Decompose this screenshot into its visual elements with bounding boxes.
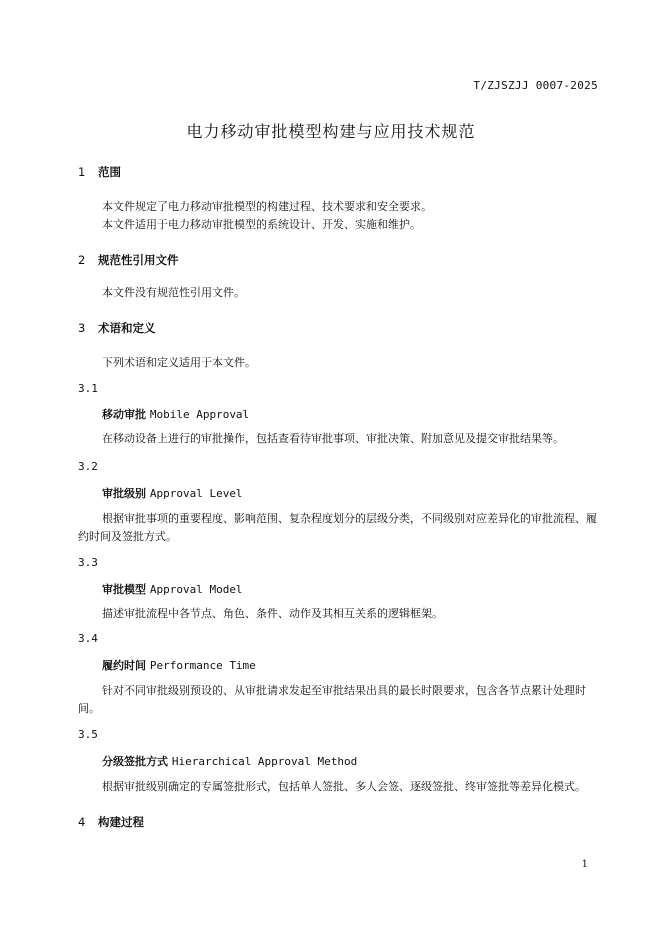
term-zh: 审批模型: [102, 583, 146, 596]
term-en: Approval Model: [149, 583, 243, 596]
term-3-5-number: 3.5: [78, 728, 98, 741]
section-2-body: [78, 284, 600, 302]
term-zh: 履约时间: [102, 659, 146, 672]
term-en: Performance Time: [149, 659, 256, 672]
term-3-4-definition: [78, 682, 600, 718]
definition: 根据审批事项的重要程度、影响范围、复杂程度划分的层级分类，不同级别对应差异化的审批流程、履约时间及签批方式。: [78, 512, 597, 543]
section-number: 4: [78, 815, 86, 829]
section-number: 1: [78, 165, 86, 179]
term-en: Mobile Approval: [149, 408, 250, 421]
definition: 描述审批流程中各节点、角色、条件、动作及其相互关系的逻辑框架。: [102, 607, 443, 620]
section-4-heading: [78, 814, 600, 830]
term-3-3-definition: [78, 605, 600, 623]
section-1-body: [78, 198, 600, 234]
paragraph: 本文件规定了电力移动审批模型的构建过程、技术要求和安全要求。: [102, 200, 432, 213]
paragraph: 本文件适用于电力移动审批模型的系统设计、开发、实施和维护。: [102, 218, 421, 231]
standard-code: T/ZJSZJJ 0007-2025: [473, 79, 598, 92]
term-3-5-definition: [78, 778, 600, 796]
definition: 根据审批级别确定的专属签批形式，包括单人签批、多人会签、逐级签批、终审签批等差异化模式。: [102, 780, 586, 793]
section-title: 范围: [98, 165, 121, 179]
definition: 在移动设备上进行的审批操作，包括查看待审批事项、审批决策、附加意见及提交审批结果等。: [102, 432, 564, 445]
term-3-4-name: [102, 657, 624, 673]
term-3-1-definition: [78, 430, 600, 448]
definition: 针对不同审批级别预设的、从审批请求发起至审批结果出具的最长时限要求，包含各节点累计处理时间。: [78, 684, 586, 715]
paragraph: 本文件没有规范性引用文件。: [102, 286, 245, 299]
term-zh: 审批级别: [102, 487, 146, 500]
section-3-heading: [78, 320, 600, 336]
term-3-2-number: 3.2: [78, 460, 98, 473]
term-en: Hierarchical Approval Method: [171, 755, 358, 768]
term-3-2-definition: [78, 510, 600, 546]
section-number: 3: [78, 321, 86, 335]
term-zh: 移动审批: [102, 408, 146, 421]
term-3-2-name: [102, 485, 624, 501]
section-title: 构建过程: [98, 815, 144, 829]
term-zh: 分级签批方式: [102, 755, 168, 768]
section-3-body: [78, 354, 600, 372]
section-title: 术语和定义: [98, 321, 156, 335]
term-3-5-name: [102, 753, 624, 769]
section-title: 规范性引用文件: [98, 253, 179, 267]
term-3-1-name: [102, 406, 624, 422]
page-number: 1: [581, 859, 588, 870]
term-3-3-name: [102, 581, 624, 597]
term-en: Approval Level: [149, 487, 243, 500]
section-number: 2: [78, 253, 86, 267]
term-3-4-number: 3.4: [78, 632, 98, 645]
section-2-heading: [78, 252, 600, 268]
document-title: 电力移动审批模型构建与应用技术规范: [186, 122, 476, 141]
term-3-3-number: 3.3: [78, 556, 98, 569]
section-1-heading: [78, 164, 600, 180]
term-3-1-number: 3.1: [78, 382, 98, 395]
paragraph: 下列术语和定义适用于本文件。: [102, 356, 256, 369]
